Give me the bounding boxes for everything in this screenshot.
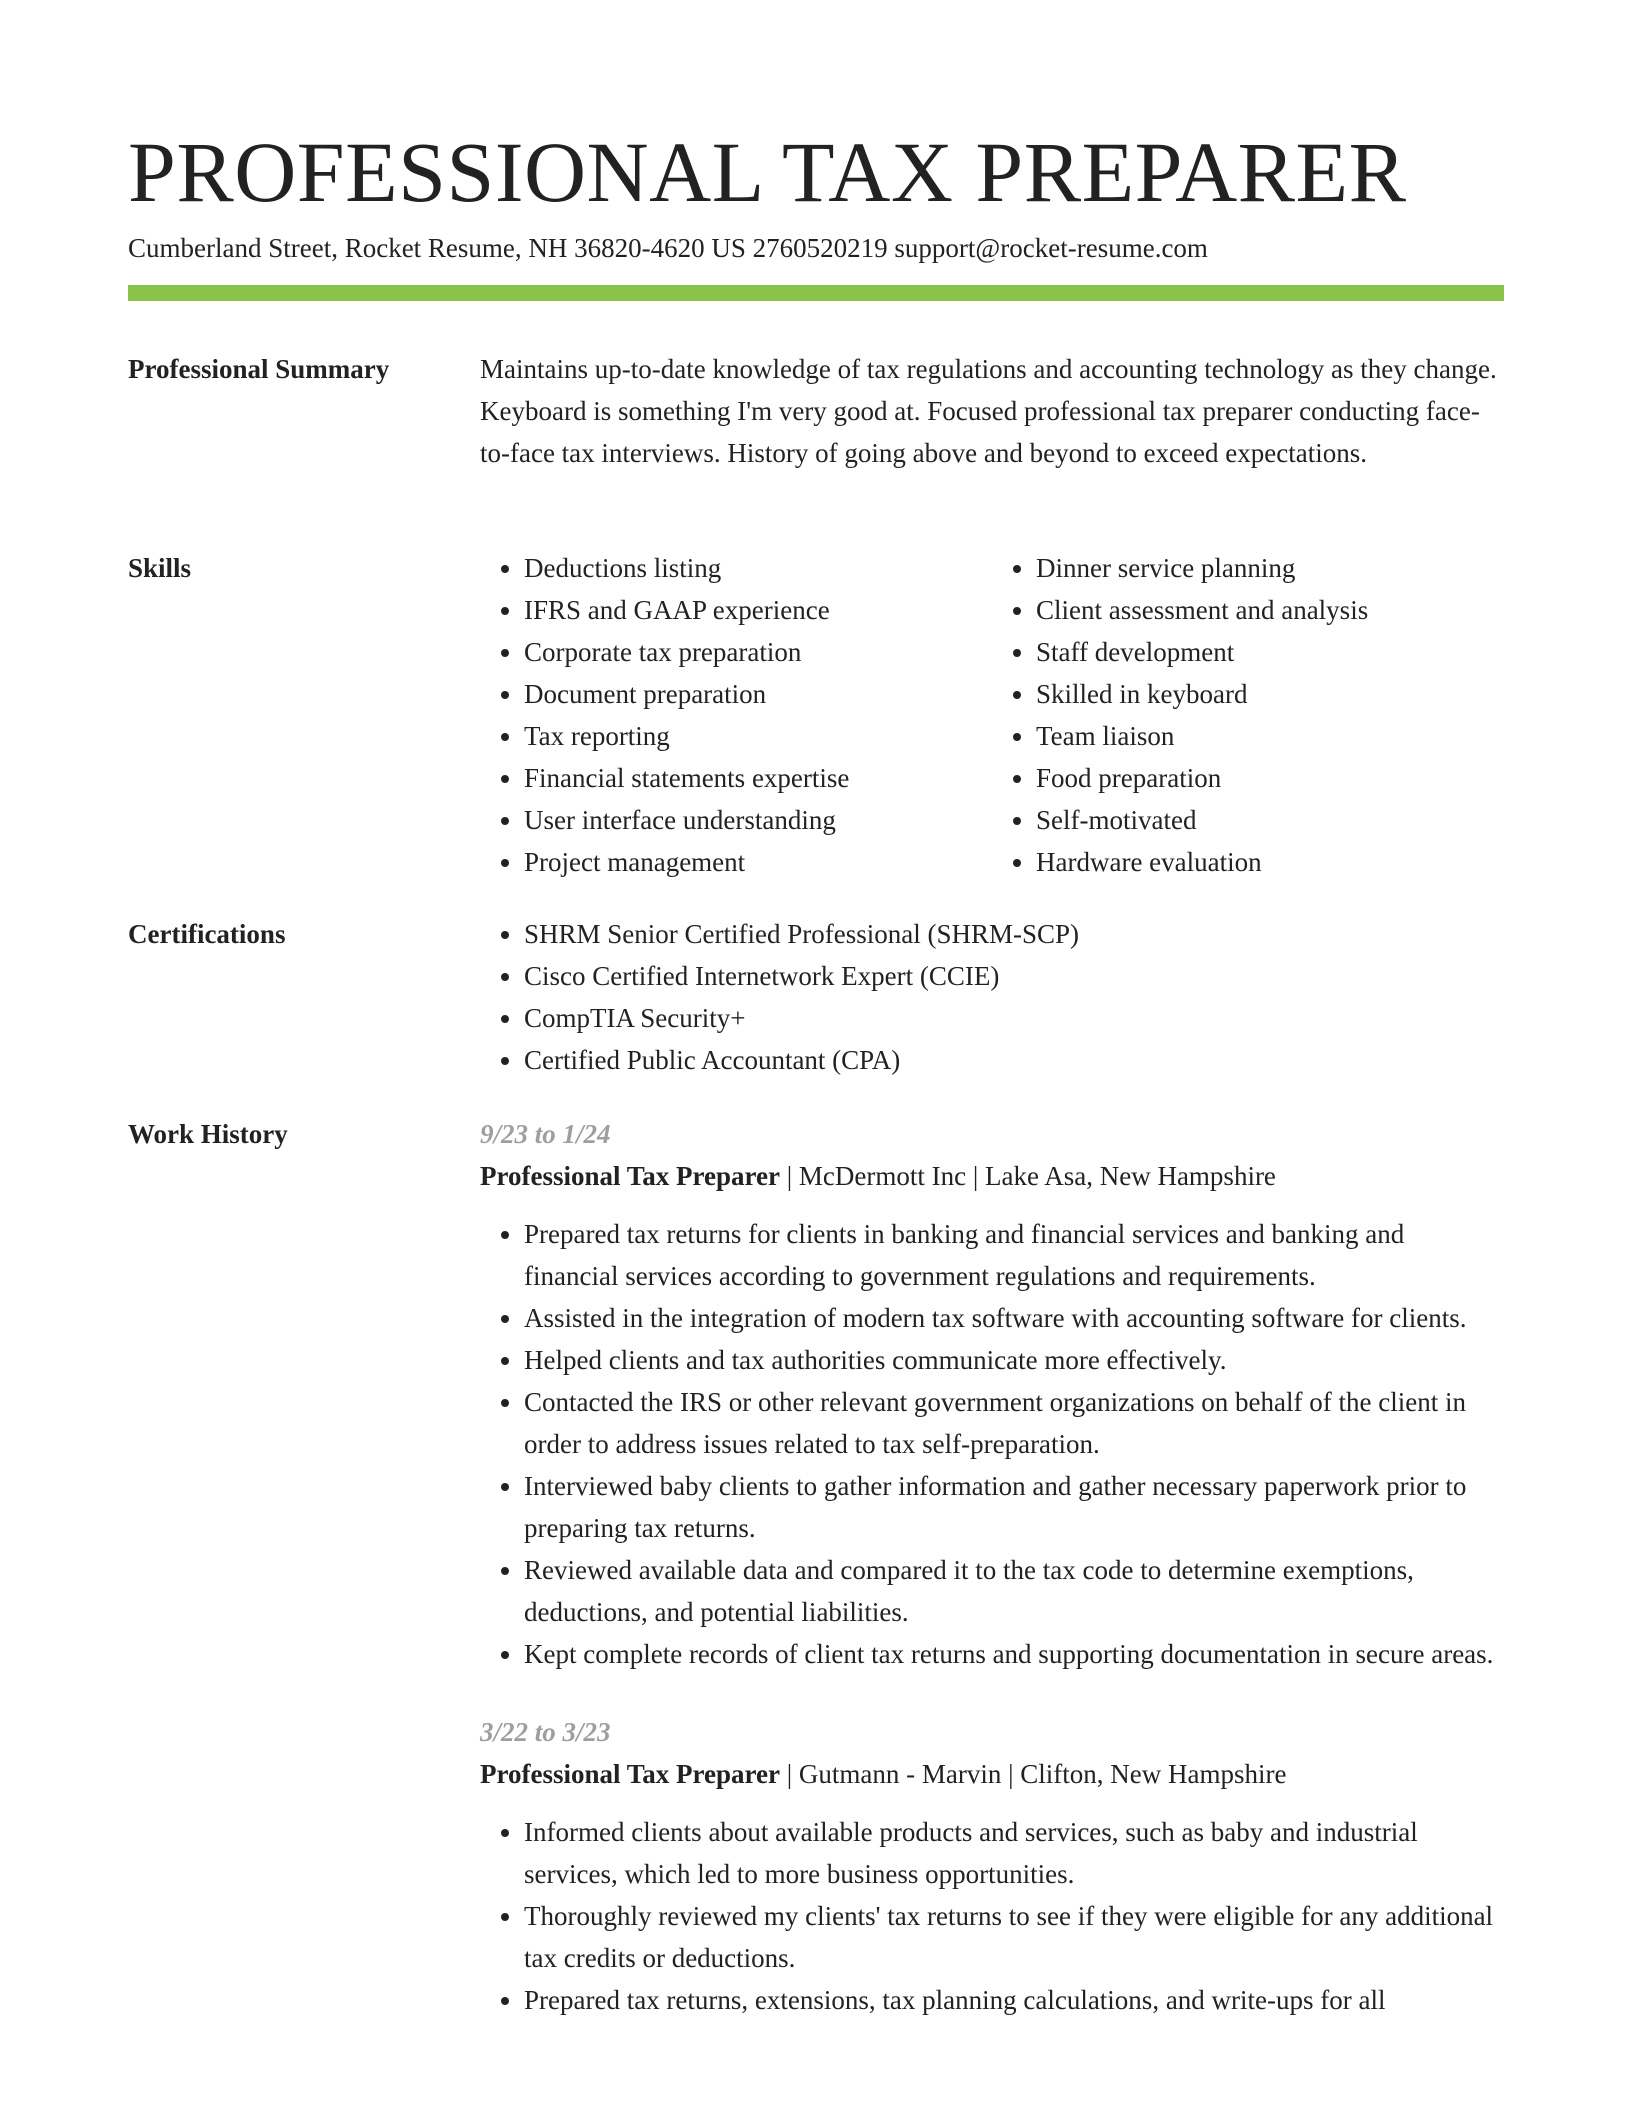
job-title-line (480, 1753, 1504, 1795)
job-details: | McDermott Inc | Lake Asa, New Hampshire (780, 1161, 1276, 1191)
certifications-label: Certifications (128, 919, 286, 949)
responsibility-item: • Contacted the IRS or other relevant government organizations on behalf of the client in order to address issues related to tax self-preparation. (524, 1381, 1504, 1465)
skill-item: • Hardware evaluation (1036, 841, 1504, 883)
summary-text: Maintains up-to-date knowledge of tax regulations and accounting technology as they change. Keyboard is something I'm very good at. Focused professional tax preparer conducting face-to-face tax interviews. History of going above and beyond to exceed expectations. (480, 354, 1497, 468)
skills-label: Skills (128, 553, 192, 583)
skill-item: • Food preparation (1036, 757, 1504, 799)
resume-name: PROFESSIONAL TAX PREPARER (128, 124, 1407, 220)
skill-item: • IFRS and GAAP experience (524, 589, 992, 631)
skill-item: • Corporate tax preparation (524, 631, 992, 673)
job-dates: 9/23 to 1/24 (480, 1119, 611, 1149)
certification-item: • Cisco Certified Internetwork Expert (CCIE) (524, 955, 1504, 997)
skill-item: • Team liaison (1036, 715, 1504, 757)
job-details: | Gutmann - Marvin | Clifton, New Hampshire (780, 1759, 1287, 1789)
job-title: Professional Tax Preparer (480, 1759, 780, 1789)
work-history-body (480, 1113, 1504, 2057)
responsibility-item: • Prepared tax returns for clients in banking and financial services and banking and financial services according to government regulations and requirements. (524, 1213, 1504, 1297)
job-entry (480, 1711, 1504, 2021)
skill-item: • Project management (524, 841, 992, 883)
responsibility-item: • Thoroughly reviewed my clients' tax returns to see if they were eligible for any additional tax credits or deductions. (524, 1895, 1504, 1979)
skill-item: • Deductions listing (524, 547, 992, 589)
certification-item: • SHRM Senior Certified Professional (SHRM-SCP) (524, 913, 1504, 955)
summary-body (480, 348, 1504, 474)
skill-item: • Skilled in keyboard (1036, 673, 1504, 715)
job-dates: 3/22 to 3/23 (480, 1717, 611, 1747)
summary-label: Professional Summary (128, 354, 390, 384)
job-title-line (480, 1155, 1504, 1197)
certifications-body (480, 913, 1504, 1081)
responsibility-item: • Kept complete records of client tax returns and supporting documentation in secure areas. (524, 1633, 1504, 1675)
certifications-list (480, 913, 1504, 1081)
job-entry (480, 1113, 1504, 1675)
skill-item: • Staff development (1036, 631, 1504, 673)
skill-item: • Financial statements expertise (524, 757, 992, 799)
certification-item: • Certified Public Accountant (CPA) (524, 1039, 1504, 1081)
skill-item: • Dinner service planning (1036, 547, 1504, 589)
job-responsibilities (480, 1811, 1504, 2021)
skills-body (480, 547, 1504, 883)
skills-column-2 (992, 547, 1504, 883)
work-history-label: Work History (128, 1119, 288, 1149)
responsibility-item: • Assisted in the integration of modern tax software with accounting software for clients. (524, 1297, 1504, 1339)
responsibility-item: • Reviewed available data and compared it to the tax code to determine exemptions, deductions, and potential liabilities. (524, 1549, 1504, 1633)
job-responsibilities (480, 1213, 1504, 1675)
skill-item: • Client assessment and analysis (1036, 589, 1504, 631)
job-title: Professional Tax Preparer (480, 1161, 780, 1191)
contact-line: Cumberland Street, Rocket Resume, NH 36820-4620 US 2760520219 support@rocket-resume.com (128, 233, 1208, 263)
skill-item: • Document preparation (524, 673, 992, 715)
skill-item: • Tax reporting (524, 715, 992, 757)
skill-item: • User interface understanding (524, 799, 992, 841)
skills-column-1 (480, 547, 992, 883)
responsibility-item: • Interviewed baby clients to gather information and gather necessary paperwork prior to preparing tax returns. (524, 1465, 1504, 1549)
certification-item: • CompTIA Security+ (524, 997, 1504, 1039)
responsibility-item: • Informed clients about available products and services, such as baby and industrial services, which led to more business opportunities. (524, 1811, 1504, 1895)
header-divider (128, 285, 1504, 301)
skill-item: • Self-motivated (1036, 799, 1504, 841)
responsibility-item: • Prepared tax returns, extensions, tax planning calculations, and write-ups for all (524, 1979, 1504, 2021)
responsibility-item: • Helped clients and tax authorities communicate more effectively. (524, 1339, 1504, 1381)
